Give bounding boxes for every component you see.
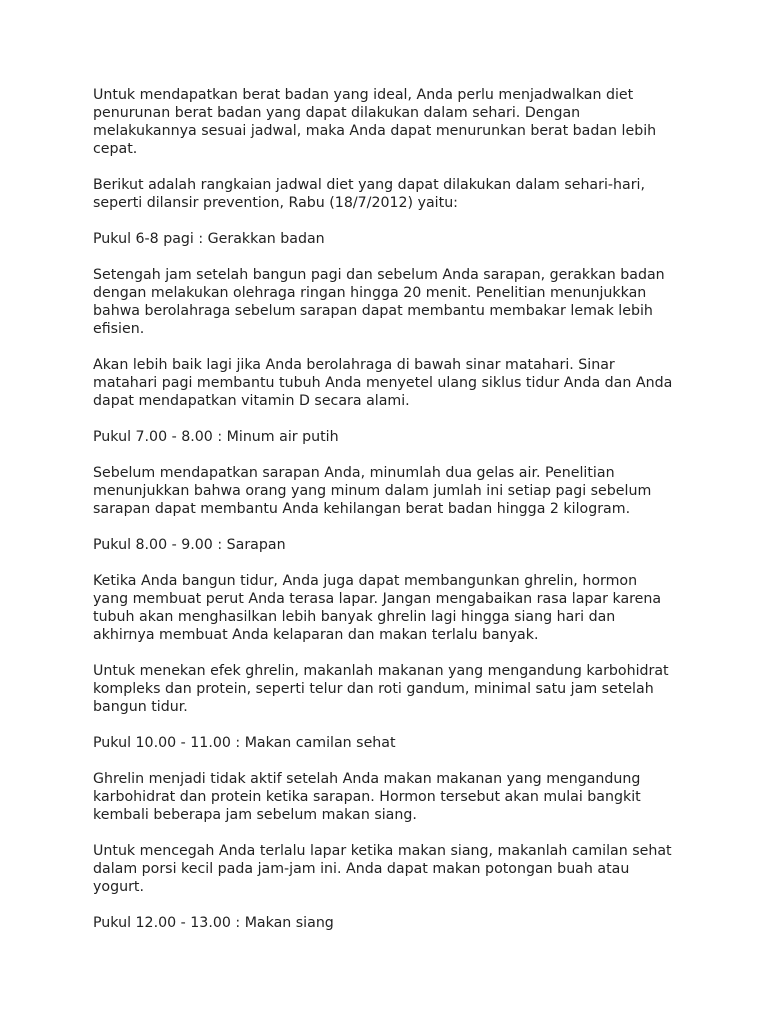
text-line: akhirnya membuat Anda kelaparan dan makan terlalu banyak. bbox=[93, 627, 539, 643]
paragraph bbox=[93, 356, 693, 410]
text-line: karbohidrat dan protein ketika sarapan. Hormon tersebut akan mulai bangkit bbox=[93, 789, 641, 805]
paragraph bbox=[93, 86, 693, 158]
text-line: tubuh akan menghasilkan lebih banyak ghrelin lagi hingga siang hari dan bbox=[93, 609, 616, 625]
schedule-heading bbox=[93, 536, 693, 554]
text-line: bahwa berolahraga sebelum sarapan dapat membantu membakar lemak lebih bbox=[93, 303, 653, 319]
text-line: Ketika Anda bangun tidur, Anda juga dapat membangunkan ghrelin, hormon bbox=[93, 573, 638, 589]
text-line: dengan melakukan olehraga ringan hingga 20 menit. Penelitian menunjukkan bbox=[93, 285, 647, 301]
text-line: Untuk menekan efek ghrelin, makanlah makanan yang mengandung karbohidrat bbox=[93, 663, 669, 679]
text-line: efisien. bbox=[93, 321, 145, 337]
text-line: Pukul 7.00 - 8.00 : Minum air putih bbox=[93, 429, 339, 445]
schedule-heading bbox=[93, 428, 693, 446]
schedule-heading bbox=[93, 734, 693, 752]
text-line: Akan lebih baik lagi jika Anda berolahraga di bawah sinar matahari. Sinar bbox=[93, 357, 615, 373]
paragraph bbox=[93, 842, 693, 896]
text-line: Untuk mendapatkan berat badan yang ideal, Anda perlu menjadwalkan diet bbox=[93, 87, 634, 103]
text-line: Berikut adalah rangkaian jadwal diet yang dapat dilakukan dalam sehari-hari, bbox=[93, 177, 645, 193]
text-line: dalam porsi kecil pada jam-jam ini. Anda dapat makan potongan buah atau bbox=[93, 861, 630, 877]
text-line: bangun tidur. bbox=[93, 699, 188, 715]
paragraph bbox=[93, 464, 693, 518]
text-line: cepat. bbox=[93, 141, 138, 157]
text-line: yang membuat perut Anda terasa lapar. Jangan mengabaikan rasa lapar karena bbox=[93, 591, 662, 607]
text-line: sarapan dapat membantu Anda kehilangan berat badan hingga 2 kilogram. bbox=[93, 501, 631, 517]
text-line: dapat mendapatkan vitamin D secara alami. bbox=[93, 393, 410, 409]
paragraph bbox=[93, 572, 693, 644]
text-line: menunjukkan bahwa orang yang minum dalam jumlah ini setiap pagi sebelum bbox=[93, 483, 652, 499]
text-line: Pukul 6-8 pagi : Gerakkan badan bbox=[93, 231, 325, 247]
text-line: Setengah jam setelah bangun pagi dan sebelum Anda sarapan, gerakkan badan bbox=[93, 267, 665, 283]
text-line: matahari pagi membantu tubuh Anda menyetel ulang siklus tidur Anda dan Anda bbox=[93, 375, 673, 391]
paragraph bbox=[93, 662, 693, 716]
paragraph bbox=[93, 176, 693, 212]
paragraph bbox=[93, 266, 693, 338]
text-line: melakukannya sesuai jadwal, maka Anda dapat menurunkan berat badan lebih bbox=[93, 123, 657, 139]
schedule-heading bbox=[93, 230, 693, 248]
text-line: Sebelum mendapatkan sarapan Anda, minumlah dua gelas air. Penelitian bbox=[93, 465, 615, 481]
text-line: seperti dilansir prevention, Rabu (18/7/2012) yaitu: bbox=[93, 195, 458, 211]
text-line: penurunan berat badan yang dapat dilakukan dalam sehari. Dengan bbox=[93, 105, 581, 121]
text-line: kembali beberapa jam sebelum makan siang. bbox=[93, 807, 417, 823]
text-line: Pukul 8.00 - 9.00 : Sarapan bbox=[93, 537, 286, 553]
document-body bbox=[93, 86, 693, 950]
text-line: yogurt. bbox=[93, 879, 144, 895]
text-line: Pukul 10.00 - 11.00 : Makan camilan sehat bbox=[93, 735, 396, 751]
schedule-heading bbox=[93, 914, 693, 932]
text-line: Ghrelin menjadi tidak aktif setelah Anda makan makanan yang mengandung bbox=[93, 771, 641, 787]
text-line: Pukul 12.00 - 13.00 : Makan siang bbox=[93, 915, 334, 931]
text-line: kompleks dan protein, seperti telur dan roti gandum, minimal satu jam setelah bbox=[93, 681, 654, 697]
text-line: Untuk mencegah Anda terlalu lapar ketika makan siang, makanlah camilan sehat bbox=[93, 843, 672, 859]
paragraph bbox=[93, 770, 693, 824]
